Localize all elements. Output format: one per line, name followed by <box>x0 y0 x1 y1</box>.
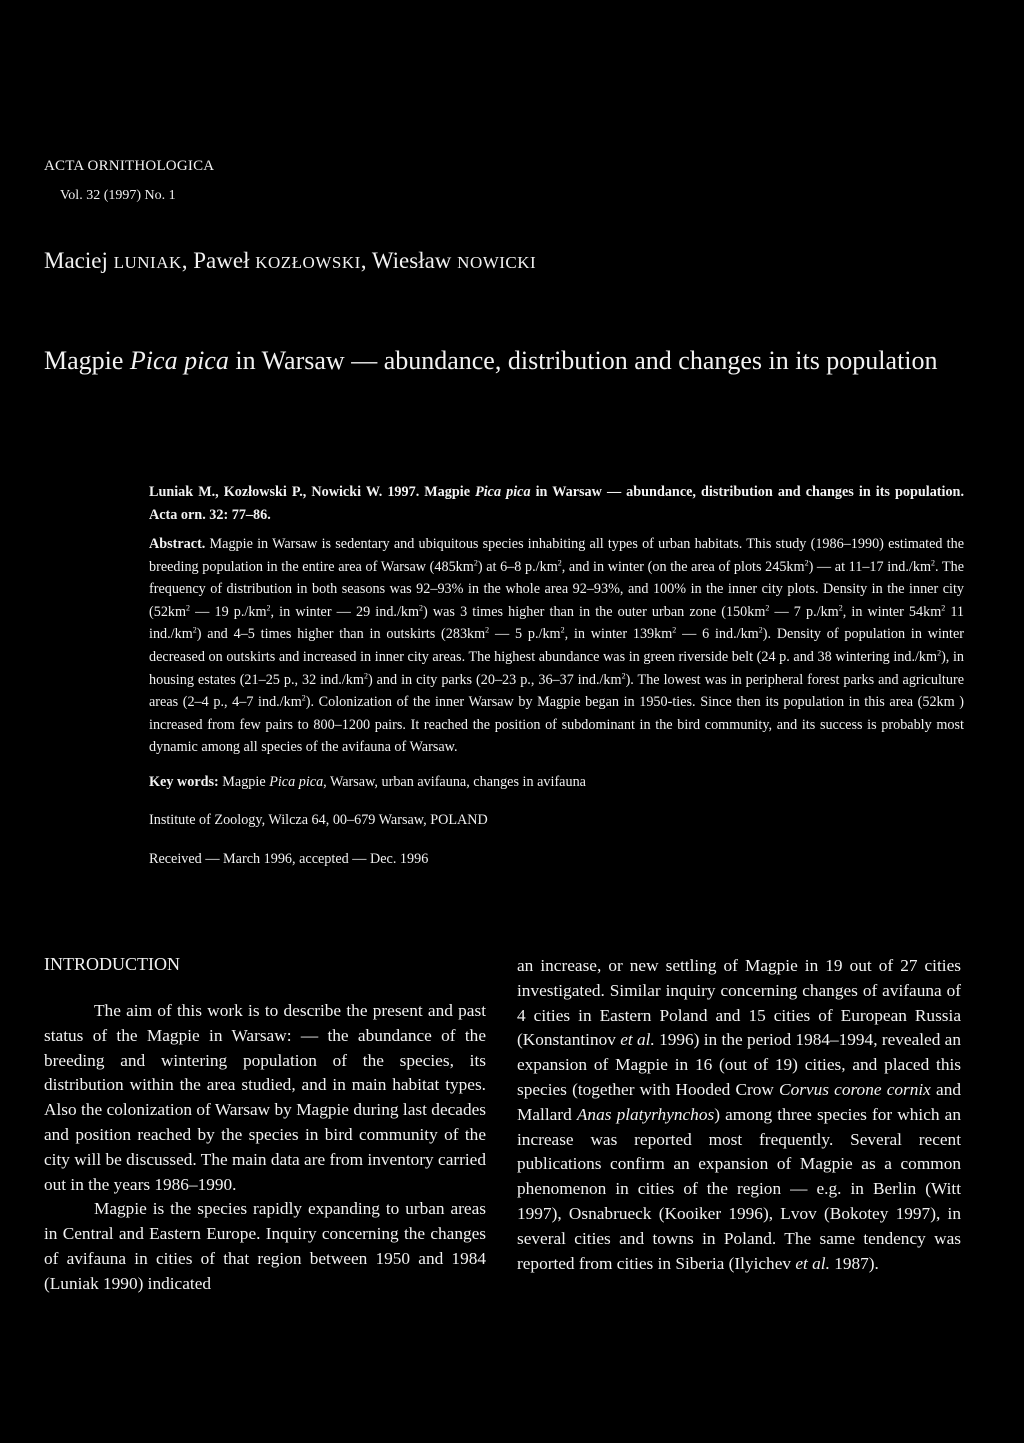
superscript: 2 <box>931 557 935 567</box>
abstract-text: ) and in city parks (20–23 p., 36–37 ind./km <box>367 671 622 688</box>
abstract-label: Abstract. <box>149 536 206 552</box>
abstract-text: — 5 p./km <box>489 626 561 643</box>
intro-italic: et al. <box>795 1253 830 1273</box>
intro-species-italic: Anas platyrhynchos <box>576 1104 715 1124</box>
title-prefix: Magpie <box>44 346 124 375</box>
keywords-species: Pica pica <box>269 774 324 790</box>
journal-volume: Vol. 32 (1997) No. 1 <box>60 188 176 203</box>
abstract-text: , and in winter (on the area of plots 245km <box>561 558 805 575</box>
abstract-text: ), in housing estates (21–25 p., 32 ind./km <box>149 648 964 688</box>
superscript: 2 <box>192 625 197 635</box>
superscript: 2 <box>301 693 306 703</box>
intro-text: and Mallard <box>517 1079 961 1124</box>
abstract-text: ). Colonization of the inner Warsaw by Magpie began in 1950-ties. Since then its population in this area (52km ) increased from few pairs to 800–1200 pairs. It reached the position of subdominant in the bird community, and its success is probably most dynamic among all species of the avifauna of Warsaw. <box>149 694 965 756</box>
intro-paragraph: The aim of this work is to describe the present and past status of the Magpie in Warsaw: — the abundance of the breeding and wintering population of the species, its distribution within the area studied, and in main habitat types. Also the colonization of Warsaw by Magpie during last decades and position reached by the species in bird community of the city will be discussed. The main data are from inventory carried out in the years 1986–1990. <box>44 1001 486 1194</box>
abstract-text: ) — at 11–17 ind./km <box>808 558 931 575</box>
abstract-text: — 7 p./km <box>769 603 839 620</box>
keywords-text: , Warsaw, urban avifauna, changes in avifauna <box>323 774 586 790</box>
institute-address: Institute of Zoology, Wilcza 64, 00–679 Warsaw, POLAND <box>149 812 488 828</box>
abstract-text: ) was 3 times higher than in the outer urban zone (150km <box>423 603 766 620</box>
superscript: 2 <box>557 557 562 567</box>
superscript: 2 <box>621 670 626 680</box>
superscript: 2 <box>838 603 843 613</box>
author-last-name: KOZŁOWSKI <box>255 253 361 272</box>
superscript: 2 <box>560 625 565 635</box>
intro-text: ) among three species for which an increase was reported most frequently. Several recent publications confirm an expansion of Magpie as a common phenomenon in cities of the region — e.g. in Berlin (Witt 1997), Osnabrueck (Kooiker 1996), Lvov (Bokotey 1997), in several cities and towns in Poland. The same tendency was reported from cities in Siberia (Ilyichev <box>517 1104 961 1273</box>
abstract-text: ). Density of population in winter decreased on outskirts and increased in inner city areas. The highest abundance was in green riverside belt (24 p. and 38 wintering ind./km <box>149 626 964 665</box>
paper-title <box>44 344 974 378</box>
intro-species-italic: Corvus corone cornix <box>779 1079 931 1099</box>
abstract-text: , in winter 139km <box>564 626 673 643</box>
abstract-text: — 6 ind./km <box>676 626 759 643</box>
superscript: 2 <box>765 603 770 613</box>
keywords <box>149 771 964 794</box>
journal-name: ACTA ORNITHOLOGICA <box>44 158 215 174</box>
superscript: 2 <box>266 603 271 613</box>
abstract-text: ). The lowest was in peripheral forest parks and agriculture areas (2–4 p., 4–7 ind./km <box>149 671 964 711</box>
abstract-text: . The frequency of distribution in both seasons was 92–93% in the whole area 92–93%, and 100% in the inner city plots. Density in the inner city (52km <box>149 558 964 620</box>
superscript: 2 <box>473 557 478 567</box>
keywords-text: Magpie <box>222 774 266 790</box>
superscript: 2 <box>804 557 809 567</box>
superscript: 2 <box>186 603 191 613</box>
intro-text: 1987). <box>834 1253 879 1273</box>
intro-paragraph: Magpie is the species rapidly expanding to urban areas in Central and Eastern Europe. Inquiry concerning the changes of avifauna in cities of that region between 1950 and 1984 (Luniak 1990) indicated <box>44 1199 486 1293</box>
section-heading-introduction: INTRODUCTION <box>44 954 180 974</box>
introduction-left-column <box>44 999 486 1297</box>
intro-paragraph-continued <box>517 954 961 1276</box>
author-last-name: NOWICKI <box>457 253 537 272</box>
author-first-name: Wiesław <box>371 248 452 273</box>
intro-text: an increase, or new settling of Magpie in 19 out of 27 cities investigated. Similar inquiry concerning changes of avifauna of 4 cities in Eastern Poland and 15 cities of European Russia (Konstantinov <box>517 956 961 1050</box>
superscript: 2 <box>941 603 946 613</box>
superscript: 2 <box>363 670 368 680</box>
title-species: Pica pica <box>129 346 229 375</box>
abstract-text: ) at 6–8 p./km <box>477 558 558 575</box>
intro-text: 1996) in the period 1984–1994, revealed an expansion of Magpie in 16 (out of 19) cities, and placed this species (together with Hooded Crow <box>517 1030 961 1099</box>
author-list: Maciej LUNIAK, Paweł KOZŁOWSKI, Wiesław NOWICKI <box>44 248 537 273</box>
citation-text: in Warsaw — abundance, distribution and changes in its population. Acta orn. 32: 77–86. <box>149 484 964 523</box>
superscript: 2 <box>419 603 424 613</box>
keywords-label: Key words: <box>149 774 219 790</box>
abstract-text: 11 ind./km <box>149 603 965 643</box>
introduction-right-column <box>517 954 961 1276</box>
abstract <box>149 533 964 759</box>
abstract-text: ) and 4–5 times higher than in outskirts (283km <box>196 626 486 643</box>
superscript: 2 <box>937 648 942 658</box>
abstract-text: , in winter 54km <box>842 603 942 620</box>
citation-text: Luniak M., Kozłowski P., Nowicki W. 1997. Magpie <box>149 484 470 500</box>
title-rest: in Warsaw — abundance, distribution and changes in its population <box>235 346 938 375</box>
received-dates: Received — March 1996, accepted — Dec. 1996 <box>149 851 429 867</box>
superscript: 2 <box>672 625 677 635</box>
intro-italic: et al. <box>620 1030 655 1050</box>
author-first-name: Maciej <box>44 248 108 273</box>
citation-species: Pica pica <box>475 484 531 500</box>
citation <box>149 481 964 526</box>
author-first-name: Paweł <box>193 248 250 273</box>
abstract-text: Magpie in Warsaw is sedentary and ubiquitous species inhabiting all types of urban habitats. This study (1986–1990) estimated the breeding population in the entire area of Warsaw (485km <box>149 536 964 575</box>
author-last-name: LUNIAK <box>113 253 182 272</box>
superscript: 2 <box>485 625 490 635</box>
abstract-text: — 19 p./km <box>190 603 267 620</box>
abstract-text: , in winter — 29 ind./km <box>270 603 420 620</box>
superscript: 2 <box>758 625 763 635</box>
